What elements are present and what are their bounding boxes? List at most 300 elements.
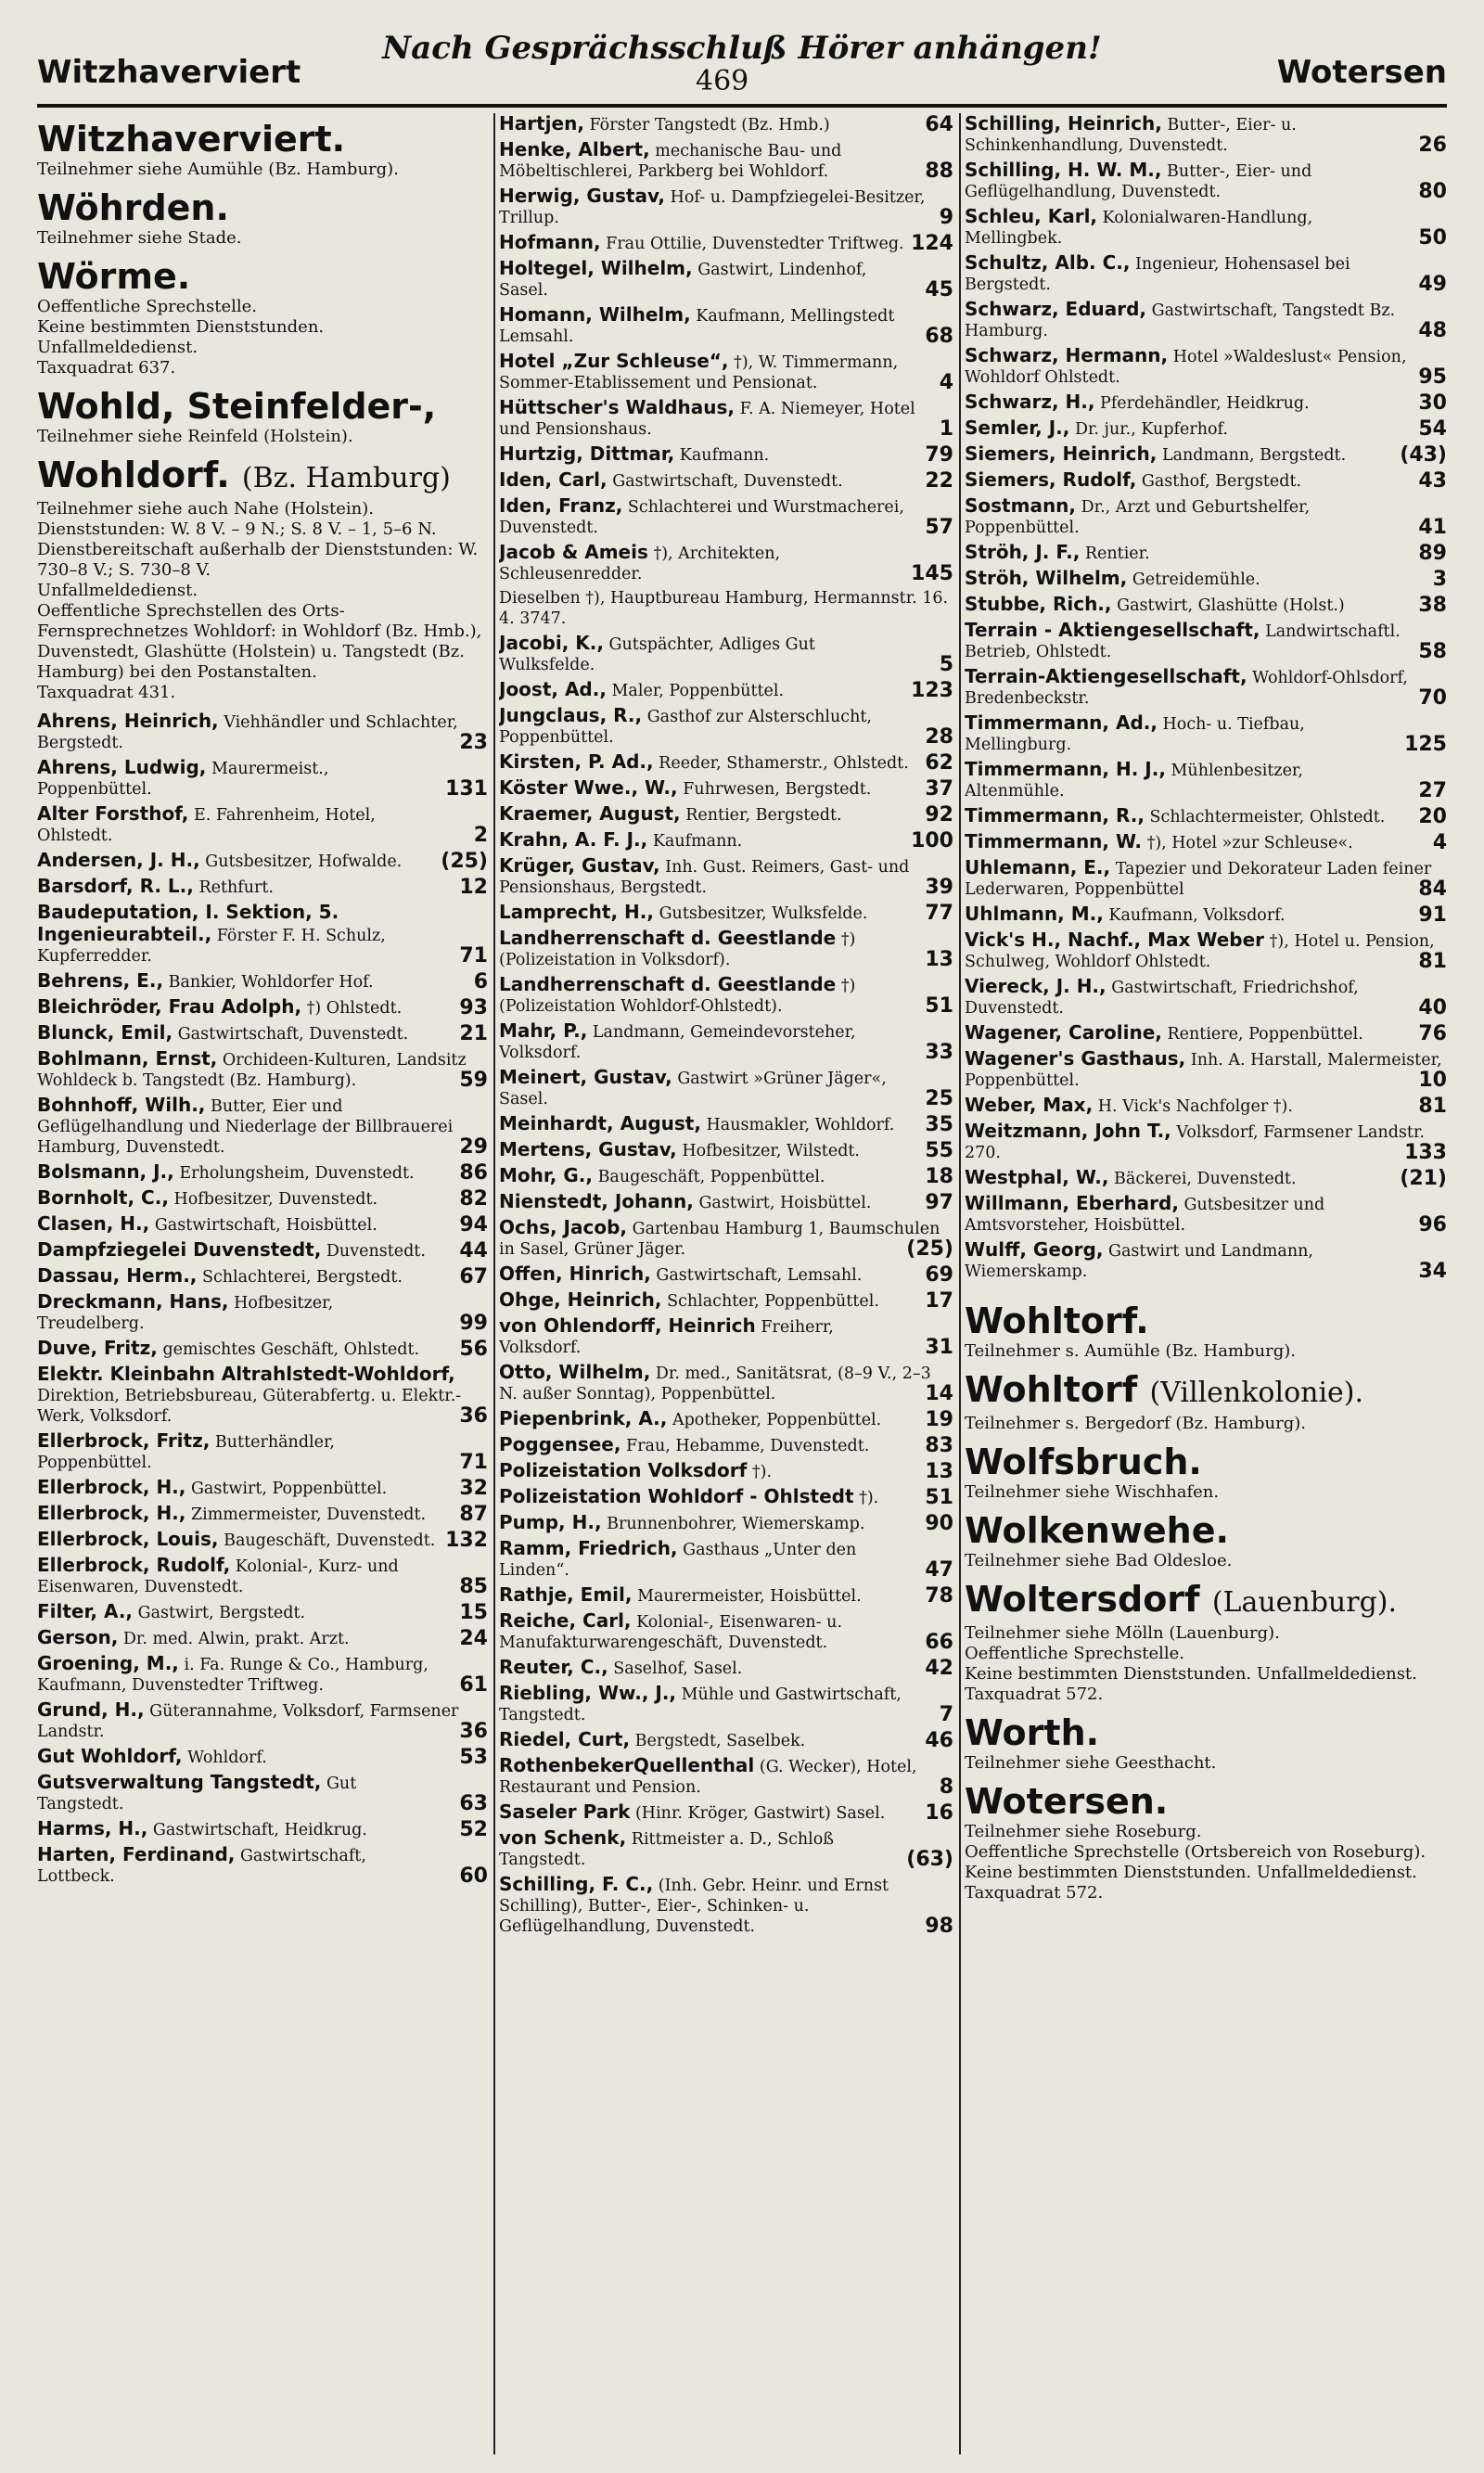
subscriber-details: Gastwirt »Grüner Jäger«, Sasel. [499, 1070, 887, 1108]
subscriber-entry [499, 1067, 953, 1109]
column-2 [499, 113, 953, 2454]
subscriber-entry [37, 1818, 488, 1840]
subscriber-details: Freiherr, Volksdorf. [499, 1318, 834, 1357]
subscriber-entry [499, 186, 953, 228]
subscriber-details: †). [859, 1489, 879, 1507]
phone-number: 38 [1414, 596, 1447, 616]
subscriber-details: Kolonialwaren-Handlung, Mellingbek. [965, 209, 1313, 248]
subscriber-entry [965, 712, 1447, 755]
place-subtitle: (Villenkolonie). [1149, 1377, 1364, 1409]
phone-number: 94 [455, 1215, 488, 1236]
subscriber-entry [37, 1095, 488, 1158]
place-title: Wolkenwehe. [965, 1510, 1229, 1551]
subscriber-name: Henke, Albert, [499, 138, 650, 160]
phone-number: 88 [921, 161, 953, 182]
subscriber-entry [965, 1095, 1447, 1117]
subscriber-name: Bornholt, C., [37, 1186, 169, 1209]
subscriber-entry [37, 1364, 488, 1427]
subscriber-name: Andersen, J. H., [37, 849, 200, 871]
phone-number: 6 [470, 972, 488, 993]
subscriber-entry [37, 1529, 488, 1551]
subscriber-entry [965, 469, 1447, 492]
subscriber-name: Baudeputation, I. Sektion, 5. Ingenieurabteil., [37, 901, 339, 945]
subscriber-details: Gasthof, Bergstedt. [1141, 472, 1302, 491]
phone-number: 68 [921, 327, 953, 347]
subscriber-name: Köster Wwe., W., [499, 776, 678, 799]
subscriber-details: Schlachter, Poppenbüttel. [667, 1292, 879, 1311]
phone-number: 55 [921, 1141, 953, 1161]
phone-number: 96 [1414, 1215, 1447, 1236]
subscriber-entry [965, 594, 1447, 616]
phone-number: 91 [1414, 905, 1447, 926]
place-block [965, 1301, 1447, 1362]
subscriber-details: Rentier. [1084, 545, 1150, 563]
subscriber-details: Baugeschäft, Duvenstedt. [224, 1531, 436, 1550]
subscriber-name: Krüger, Gustav, [499, 854, 660, 877]
subscriber-name: Jacobi, K., [499, 632, 604, 654]
subscriber-details: Gastwirtschaft, Hoisbüttel. [154, 1216, 377, 1235]
subscriber-details: Rentiere, Poppenbüttel. [1167, 1025, 1363, 1044]
subscriber-entry [499, 974, 953, 1017]
phone-number: (21) [1396, 1169, 1447, 1189]
subscriber-details: Gutsbesitzer, Wulksfelde. [659, 904, 868, 923]
subscriber-name: Blunck, Emil, [37, 1021, 173, 1044]
subscriber-entry [37, 757, 488, 800]
phone-number: 10 [1414, 1070, 1447, 1091]
phone-number: 97 [921, 1193, 953, 1213]
subscriber-name: Stubbe, Rich., [965, 593, 1112, 615]
subscriber-details: Hof- u. Dampfziegelei-Besitzer, Trillup. [499, 188, 926, 227]
subscriber-entry [499, 1362, 953, 1404]
phone-number: 93 [455, 998, 488, 1019]
place-block [965, 1442, 1447, 1503]
subscriber-details: Gastwirt, Glashütte (Holst.) [1117, 596, 1345, 615]
subscriber-entry [499, 1460, 953, 1482]
subscriber-name: Schleu, Karl, [965, 205, 1098, 227]
subscriber-name: Duve, Fritz, [37, 1337, 158, 1359]
subscriber-entry [37, 1653, 488, 1696]
subscriber-details: Butter-, Eier- und Geflügelhandlung, Duvenstedt. [965, 162, 1312, 201]
subscriber-entry [37, 1239, 488, 1262]
subscriber-name: Homann, Wilhelm, [499, 303, 691, 326]
place-title: Wohld, Steinfelder-, [37, 386, 437, 427]
phone-number: 89 [1414, 544, 1447, 564]
subscriber-entry [965, 160, 1447, 202]
subscriber-name: Vick's H., Nachf., Max Weber [965, 929, 1265, 951]
phone-number: 17 [921, 1291, 953, 1312]
phone-number: 2 [470, 826, 488, 846]
subscriber-name: Timmermann, W. [965, 830, 1143, 852]
subscriber-name: Kraemer, August, [499, 802, 681, 825]
phone-number: (43) [1396, 445, 1447, 466]
subscriber-entry [499, 1512, 953, 1534]
subscriber-entry [499, 751, 953, 774]
subscriber-name: Semler, J., [965, 416, 1070, 439]
subscriber-details: Kolonial-, Eisenwaren- u. Manufakturwarengeschäft, Duvenstedt. [499, 1613, 843, 1652]
subscriber-entry [499, 443, 953, 466]
header-left-keyword: Witzhaverviert [37, 54, 301, 91]
subscriber-name: Reuter, C., [499, 1656, 608, 1678]
phone-number: 36 [455, 1722, 488, 1742]
subscriber-details: Rentier, Bergstedt. [685, 806, 842, 825]
phone-number: 84 [1414, 879, 1447, 900]
subscriber-details: Getreidemühle. [1132, 570, 1260, 589]
phone-number: (25) [437, 852, 488, 872]
phone-number: 41 [1414, 518, 1447, 538]
subscriber-details: Landmann, Gemeindevorsteher, Volksdorf. [499, 1023, 856, 1062]
phone-number: 86 [455, 1163, 488, 1184]
subscriber-details: †). [751, 1463, 773, 1481]
subscriber-name: Jungclaus, R., [499, 704, 643, 726]
subscriber-name: Ellerbrock, H., [37, 1476, 186, 1498]
place-title: Woltersdorf (Lauenburg). [965, 1579, 1398, 1620]
place-info-line: Oeffentliche Sprechstelle. [965, 1644, 1185, 1663]
subscriber-entry [499, 829, 953, 852]
place-info-line: Dienstbereitschaft außerhalb der Dienststunden: W. 730–8 V.; S. 730–8 V. [37, 540, 479, 580]
subscriber-entry [965, 1239, 1447, 1282]
subscriber-name: Iden, Carl, [499, 468, 608, 491]
subscriber-details: Pferdehändler, Heidkrug. [1100, 394, 1310, 413]
subscriber-entry [37, 902, 488, 967]
subscriber-details: Frau Ottilie, Duvenstedter Triftweg. [606, 235, 904, 253]
subscriber-entry [37, 1338, 488, 1360]
subscriber-entry [499, 1139, 953, 1161]
subscriber-details: Landmann, Bergstedt. [1161, 446, 1347, 465]
subscriber-entry [499, 777, 953, 800]
subscriber-name: Siemers, Heinrich, [965, 442, 1158, 465]
subscriber-details: gemischtes Geschäft, Ohlstedt. [162, 1340, 420, 1359]
place-block [37, 386, 488, 447]
subscriber-name: Harms, H., [37, 1817, 148, 1839]
place-block [965, 1579, 1447, 1705]
subscriber-entry [499, 1827, 953, 1870]
place-info-line: Teilnehmer siehe Mölln (Lauenburg). [965, 1623, 1280, 1643]
subscriber-name: Herwig, Gustav, [499, 185, 665, 207]
place-title: Wohltorf (Villenkolonie). [965, 1369, 1364, 1410]
subscriber-details: Zimmermeister, Duvenstedt. [190, 1506, 427, 1524]
phone-number: 123 [907, 681, 953, 701]
phone-number: 47 [921, 1560, 953, 1581]
subscriber-name: Riebling, Ww., J., [499, 1682, 677, 1704]
subscriber-details: Maurermeist., Poppenbüttel. [37, 760, 329, 799]
subscriber-details: Reeder, Sthamerstr., Ohlstedt. [659, 754, 909, 773]
phone-number: 27 [1414, 781, 1447, 801]
place-info-line: Teilnehmer siehe Wischhafen. [965, 1482, 1220, 1502]
place-title: Wotersen. [965, 1781, 1169, 1822]
subscriber-entry [965, 1121, 1447, 1163]
subscriber-details: †) Ohlstedt. [306, 999, 403, 1018]
subscriber-name: Bohnhoff, Wilh., [37, 1094, 206, 1116]
subscriber-entry [965, 495, 1447, 538]
subscriber-name: Weber, Max, [965, 1094, 1094, 1116]
subscriber-entry [499, 705, 953, 748]
subscriber-entry [37, 1555, 488, 1597]
phone-number: 25 [921, 1089, 953, 1109]
subscriber-name: Barsdorf, R. L., [37, 875, 194, 897]
subscriber-details: Gutspächter, Adliges Gut Wulksfelde. [499, 635, 815, 674]
subscriber-entry [965, 206, 1447, 249]
subscriber-details: Förster Tangstedt (Bz. Hmb.) [589, 116, 830, 135]
place-block [37, 187, 488, 249]
subscriber-details: (Hinr. Kröger, Gastwirt) Sasel. [634, 1804, 886, 1823]
subscriber-name: Bleichröder, Frau Adolph, [37, 995, 302, 1018]
phone-number: 60 [455, 1866, 488, 1887]
subscriber-name: Terrain-Aktiengesellschaft, [965, 665, 1247, 687]
subscriber-details: Gastwirt, Hoisbüttel. [698, 1194, 872, 1212]
subscriber-details: Hofbesitzer, Duvenstedt. [173, 1190, 378, 1209]
subscriber-details: Kaufmann. [679, 446, 770, 465]
subscriber-entry [499, 1315, 953, 1358]
subscriber-entry [499, 902, 953, 924]
subscriber-entry [499, 1874, 953, 1937]
subscriber-details: Frau, Hebamme, Duvenstedt. [626, 1437, 870, 1455]
subscriber-entry [37, 1187, 488, 1210]
phone-number: 100 [907, 831, 953, 852]
phone-number: 124 [907, 234, 953, 254]
subscriber-details: Gutsbesitzer und Amtsvorsteher, Hoisbüttel. [965, 1196, 1325, 1235]
subscriber-details: Gastwirt, Lindenhof, Sasel. [499, 261, 867, 300]
subscriber-entry [499, 495, 953, 538]
subscriber-details: Gasthof zur Alsterschlucht, Poppenbüttel. [499, 708, 872, 747]
subscriber-entry [965, 805, 1447, 827]
subscriber-name: Kirsten, P. Ad., [499, 750, 654, 773]
subscriber-entry [37, 1022, 488, 1044]
subscriber-entry [37, 1627, 488, 1649]
subscriber-details: (Inh. Gebr. Heinr. und Ernst Schilling), Butter-, Eier-, Schinken- u. Geflügelhandlung, Duvenstedt. [499, 1877, 889, 1936]
phone-number: 67 [455, 1267, 488, 1288]
subscriber-details: Bäckerei, Duvenstedt. [1114, 1170, 1297, 1188]
subscriber-details: Wohldorf-Ohlsdorf, Bredenbeckstr. [965, 669, 1408, 708]
subscriber-details: Wohldorf. [187, 1749, 267, 1767]
phone-number: 70 [1414, 688, 1447, 709]
subscriber-details: Dr. med., Sanitätsrat, (8–9 V., 2–3 N. außer Sonntag), Poppenbüttel. [499, 1365, 931, 1403]
phone-number: 44 [455, 1241, 488, 1262]
subscriber-entry [965, 113, 1447, 156]
subscriber-entry [499, 1263, 953, 1286]
subscriber-entry [37, 1477, 488, 1499]
subscriber-entry [499, 1755, 953, 1798]
phone-number: 131 [441, 779, 488, 800]
subscriber-name: Ellerbrock, Fritz, [37, 1429, 211, 1452]
subscriber-name: Uhlemann, E., [965, 856, 1111, 878]
subscriber-entry [37, 876, 488, 898]
subscriber-details: †), Hotel »zur Schleuse«. [1146, 834, 1353, 852]
subscriber-name: Gerson, [37, 1626, 119, 1648]
phone-number: (63) [902, 1850, 953, 1870]
phone-number: 28 [921, 727, 953, 748]
subscriber-name: Wagener, Caroline, [965, 1021, 1162, 1044]
place-info-line: Oeffentliche Sprechstelle. [37, 297, 258, 316]
phone-number: 50 [1414, 228, 1447, 249]
subscriber-entry [965, 903, 1447, 926]
subscriber-name: Timmermann, H. J., [965, 758, 1166, 780]
subscriber-entry [499, 855, 953, 898]
subscriber-entry [37, 1699, 488, 1742]
phone-number: 5 [936, 655, 953, 675]
phone-number: 61 [455, 1675, 488, 1696]
subscriber-name: Sostmann, [965, 494, 1077, 517]
subscriber-name: Joost, Ad., [499, 678, 607, 700]
subscriber-details: Inh. A. Harstall, Malermeister, Poppenbüttel. [965, 1051, 1442, 1090]
subscriber-entry [37, 1746, 488, 1768]
phone-number: 31 [921, 1338, 953, 1358]
subscriber-details: Rittmeister a. D., Schloß Tangstedt. [499, 1830, 834, 1869]
subscriber-entry [965, 1193, 1447, 1236]
place-title: Wörme. [37, 256, 191, 297]
subscriber-entry [37, 1503, 488, 1525]
subscriber-entry [499, 351, 953, 393]
phone-number: 48 [1414, 321, 1447, 341]
phone-number: 42 [921, 1659, 953, 1679]
phone-number: 51 [921, 996, 953, 1017]
phone-number: 30 [1414, 393, 1447, 414]
subscriber-entry [965, 620, 1447, 662]
subscriber-details: Kaufmann, Mellingstedt Lemsahl. [499, 307, 895, 346]
subscriber-details: Kolonial-, Kurz- und Eisenwaren, Duvenstedt. [37, 1557, 399, 1596]
subscriber-name: Schilling, Heinrich, [965, 113, 1162, 135]
subscriber-details: Gastwirt, Bergstedt. [137, 1604, 306, 1622]
phone-number: 98 [921, 1916, 953, 1937]
subscriber-entry [499, 1683, 953, 1725]
subscriber-entry [499, 1020, 953, 1063]
subscriber-details: Schlachterei und Wurstmacherei, Duvenstedt. [499, 498, 904, 537]
place-info-line: Taxquadrat 572. [965, 1685, 1104, 1704]
subscriber-entry [37, 1772, 488, 1814]
phone-number: 53 [455, 1748, 488, 1768]
place-info-line: Teilnehmer s. Bergedorf (Bz. Hamburg). [965, 1414, 1307, 1433]
subscriber-details: Gastwirtschaft, Duvenstedt. [612, 472, 843, 491]
phone-number: 56 [455, 1339, 488, 1360]
place-info-line: Keine bestimmten Dienststunden. Unfallmeldedienst. [37, 317, 325, 357]
phone-number: 99 [455, 1313, 488, 1334]
place-info-line: Teilnehmer siehe auch Nahe (Holstein). [37, 499, 374, 519]
subscriber-details: Schlachterei, Bergstedt. [201, 1268, 403, 1287]
subscriber-details: Kaufmann, Volksdorf. [1108, 906, 1286, 925]
subscriber-name: Ramm, Friedrich, [499, 1537, 678, 1559]
subscriber-name: Mohr, G., [499, 1164, 593, 1186]
subscriber-details: Fuhrwesen, Bergstedt. [683, 780, 872, 799]
place-info-line: Unfallmeldedienst. [37, 581, 198, 600]
subscriber-details: Orchideen-Kulturen, Landsitz Wohldeck b. Tangstedt (Bz. Hamburg). [37, 1051, 467, 1090]
subscriber-entry [965, 252, 1447, 295]
phone-number: 69 [921, 1265, 953, 1286]
subscriber-name: Schwarz, Eduard, [965, 298, 1147, 320]
subscriber-entry [499, 1113, 953, 1135]
phone-number: 13 [921, 1462, 953, 1482]
subscriber-entry [499, 1408, 953, 1430]
subscriber-entry [965, 542, 1447, 564]
subscriber-details: Gastwirtschaft, Lemsahl. [656, 1266, 863, 1285]
column-divider [493, 113, 495, 2454]
phone-number: 12 [455, 878, 488, 898]
subscriber-details: Hoch- u. Tiefbau, Mellingburg. [965, 715, 1305, 754]
phone-number: 63 [455, 1794, 488, 1814]
subscriber-details: Gastwirt, Poppenbüttel. [190, 1480, 388, 1498]
place-info-line: Teilnehmer siehe Roseburg. [965, 1822, 1202, 1841]
phone-number: 80 [1414, 182, 1447, 202]
subscriber-name: Schwarz, Hermann, [965, 344, 1169, 366]
subscriber-name: Meinhardt, August, [499, 1112, 701, 1134]
subscriber-name: Schilling, H. W. M., [965, 159, 1162, 181]
subscriber-name: Bohlmann, Ernst, [37, 1047, 218, 1070]
subscriber-name: Poggensee, [499, 1433, 621, 1455]
phone-number: 4 [1429, 833, 1447, 853]
subscriber-details: Baugeschäft, Poppenbüttel. [597, 1168, 825, 1186]
subscriber-details: †), W. Timmermann, Sommer-Etablissement und Pensionat. [499, 353, 899, 392]
subscriber-entry [37, 1213, 488, 1236]
subscriber-entry [965, 857, 1447, 900]
phone-number: 51 [921, 1488, 953, 1508]
subscriber-entry [965, 391, 1447, 414]
subscriber-name: Riedel, Curt, [499, 1728, 631, 1750]
subscriber-details: Viehhändler und Schlachter, Bergstedt. [37, 713, 458, 752]
column-divider [959, 113, 961, 2454]
subscriber-details: Gastwirtschaft, Friedrichshof, Duvenstedt. [965, 979, 1359, 1018]
subscriber-entry [499, 1217, 953, 1260]
subscriber-name: Mahr, P., [499, 1019, 588, 1042]
phone-number: 145 [907, 564, 953, 584]
place-block [965, 1781, 1447, 1903]
subscriber-name: Pump, H., [499, 1511, 602, 1533]
subscriber-name: Clasen, H., [37, 1212, 150, 1235]
subscriber-entry [37, 1048, 488, 1091]
place-block [37, 455, 488, 703]
subscriber-entry [965, 831, 1447, 853]
subscriber-name: Hüttscher's Waldhaus, [499, 396, 736, 418]
page-header [37, 28, 1447, 102]
subscriber-entry [37, 711, 488, 753]
subscriber-entry [37, 1291, 488, 1334]
phone-number: 87 [455, 1505, 488, 1525]
phone-number: 13 [921, 950, 953, 970]
subscriber-details: †), Architekten, Schleusenredder. [499, 545, 781, 583]
place-block [37, 256, 488, 378]
subscriber-name: Rathje, Emil, [499, 1583, 633, 1606]
subscriber-name: Polizeistation Wohldorf - Ohlstedt [499, 1485, 854, 1507]
subscriber-details: †) (Polizeistation in Volksdorf). [499, 930, 856, 969]
place-block [965, 1510, 1447, 1571]
place-info-line: Taxquadrat 637. [37, 358, 176, 378]
subscriber-name: Piepenbrink, A., [499, 1407, 668, 1429]
subscriber-details: Bankier, Wohldorfer Hof. [168, 973, 374, 992]
subscriber-name: Weitzmann, John T., [965, 1120, 1171, 1142]
place-info-line: Taxquadrat 431. [37, 683, 176, 702]
subscriber-details: (G. Wecker), Hotel, Restaurant und Pension. [499, 1758, 917, 1797]
subscriber-name: Timmermann, R., [965, 804, 1145, 826]
subscriber-name: Ellerbrock, Louis, [37, 1528, 219, 1550]
subscriber-name: Bolsmann, J., [37, 1160, 174, 1183]
phone-number: 18 [921, 1167, 953, 1187]
phone-number: 23 [455, 733, 488, 753]
subscriber-details: Ingenieur, Hohensasel bei Bergstedt. [965, 255, 1350, 294]
subscriber-name: Landherrenschaft d. Geestlande [499, 927, 837, 949]
place-title: Wohltorf. [965, 1301, 1149, 1341]
subscriber-name: Ströh, J. F., [965, 541, 1081, 563]
subscriber-details: Hofbesitzer, Wilstedt. [682, 1142, 860, 1160]
place-info-line: Teilnehmer s. Aumühle (Bz. Hamburg). [965, 1341, 1296, 1361]
place-subtitle: (Bz. Hamburg) [241, 462, 451, 494]
subscriber-name: Groening, M., [37, 1652, 179, 1674]
subscriber-entry [965, 759, 1447, 801]
subscriber-details: Förster F. H. Schulz, Kupferredder. [37, 927, 386, 966]
subscriber-name: Willmann, Eberhard, [965, 1192, 1179, 1214]
phone-number: 15 [455, 1603, 488, 1623]
subscriber-entry [965, 345, 1447, 388]
subscriber-name: Gut Wohldorf, [37, 1745, 183, 1767]
place-info-line: Dienststunden: W. 8 V. – 9 N.; S. 8 V. – 1, 5–6 N. [37, 519, 437, 539]
subscriber-details: Hausmakler, Wohldorf. [706, 1116, 895, 1134]
subscriber-details: mechanische Bau- und Möbeltischlerei, Parkberg bei Wohldorf. [499, 142, 842, 181]
